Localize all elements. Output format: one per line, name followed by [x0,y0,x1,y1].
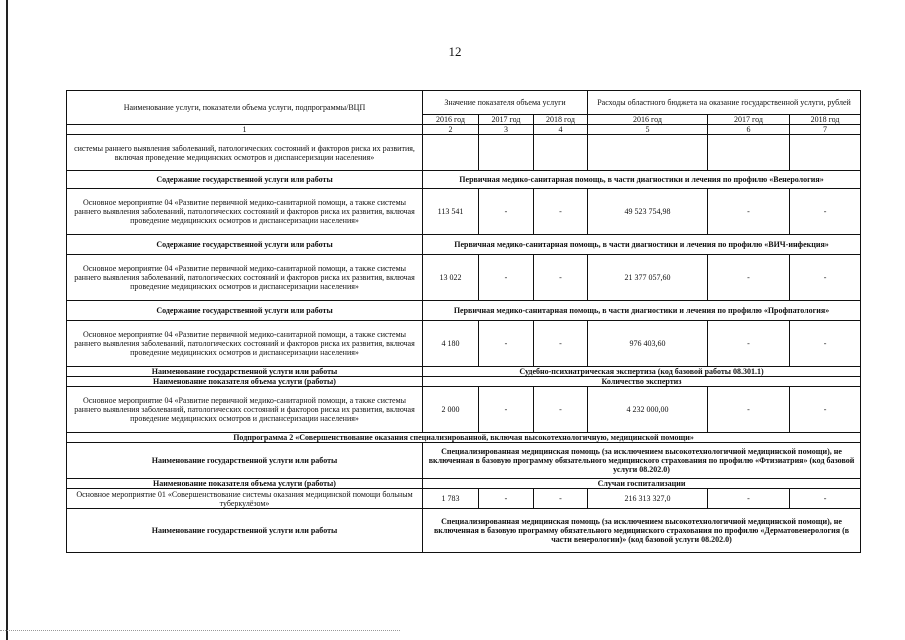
empty-cell [479,135,534,171]
volume-2017: - [479,489,534,509]
section-value: Количество экспертиз [423,377,861,387]
page-left-border [6,0,8,640]
volume-2016: 113 541 [423,189,479,235]
row-description: системы раннего выявления заболеваний, патологических состояний и факторов риска их развития, включая проведение медицинских осмотров и диспансеризации населения» [67,135,423,171]
volume-2018: - [534,387,588,433]
budget-2018: - [790,255,861,301]
volume-2018: - [534,189,588,235]
volume-2018: - [534,321,588,367]
table-row [67,321,861,367]
col-number: 6 [708,125,790,135]
budget-2016: 49 523 754,98 [588,189,708,235]
volume-2017: - [479,189,534,235]
volume-2016: 13 022 [423,255,479,301]
section-value: Специализированная медицинская помощь (за исключением высокотехнологичной медицинской помощи), не включенная в базовую программу обязательного медицинского страхования по профилю «Фтизиатрия» (код базовой услуги 08.202.0) [423,443,861,479]
volume-2017: - [479,387,534,433]
table-row [67,255,861,301]
row-description: Основное мероприятие 04 «Развитие первичной медико-санитарной помощи, а также системы раннего выявления заболеваний, патологических состояний и факторов риска их развития, включая проведение медицинских осмотров и диспансеризации населения» [67,387,423,433]
col-number: 1 [67,125,423,135]
section-value: Первичная медико-санитарная помощь, в части диагностики и лечения по профилю «Профпатология» [423,301,861,321]
header-year: 2018 год [790,115,861,125]
section-value: Судебно-психиатрическая экспертиза (код базовой работы 08.301.1) [423,367,861,377]
budget-2016: 4 232 000,00 [588,387,708,433]
table-row [67,171,861,189]
header-name: Наименование услуги, показатели объема услуги, подпрограммы/ВЦП [67,91,423,125]
table-row [67,479,861,489]
section-label: Содержание государственной услуги или работы [67,235,423,255]
budget-2017: - [708,189,790,235]
section-label: Наименование показателя объема услуги (работы) [67,377,423,387]
header-year: 2016 год [588,115,708,125]
table-row [67,509,861,553]
table-row [67,377,861,387]
header-year: 2018 год [534,115,588,125]
budget-2017: - [708,489,790,509]
section-value: Первичная медико-санитарная помощь, в части диагностики и лечения по профилю «ВИЧ-инфекция» [423,235,861,255]
empty-cell [790,135,861,171]
volume-2018: - [534,489,588,509]
col-number: 3 [479,125,534,135]
header-year: 2017 год [479,115,534,125]
table-row [67,367,861,377]
volume-2017: - [479,321,534,367]
budget-2017: - [708,255,790,301]
table-row [67,189,861,235]
empty-cell [708,135,790,171]
empty-cell [423,135,479,171]
section-label: Наименование государственной услуги или работы [67,367,423,377]
section-value: Первичная медико-санитарная помощь, в части диагностики и лечения по профилю «Венерология» [423,171,861,189]
table-row [67,443,861,479]
page-number: 12 [448,44,462,59]
table-row [67,387,861,433]
header-volume: Значение показателя объема услуги [423,91,588,115]
section-label: Содержание государственной услуги или работы [67,171,423,189]
row-description: Основное мероприятие 01 «Совершенствование системы оказания медицинской помощи больным туберкулёзом» [67,489,423,509]
budget-2018: - [790,387,861,433]
budget-2016: 21 377 057,60 [588,255,708,301]
col-number: 4 [534,125,588,135]
col-number: 5 [588,125,708,135]
section-label: Содержание государственной услуги или работы [67,301,423,321]
section-label: Наименование государственной услуги или работы [67,509,423,553]
row-description: Основное мероприятие 04 «Развитие первичной медико-санитарной помощи, а также системы раннего выявления заболеваний, патологических состояний и факторов риска их развития, включая проведение медицинских осмотров и диспансеризации населения» [67,189,423,235]
volume-2016: 4 180 [423,321,479,367]
section-label: Наименование показателя объема услуги (работы) [67,479,423,489]
scan-artifact [0,630,400,633]
section-label: Наименование государственной услуги или работы [67,443,423,479]
col-number: 7 [790,125,861,135]
row-description: Основное мероприятие 04 «Развитие первичной медико-санитарной помощи, а также системы раннего выявления заболеваний, патологических состояний и факторов риска их развития, включая проведение медицинских осмотров и диспансеризации населения» [67,255,423,301]
section-value: Случаи госпитализации [423,479,861,489]
budget-2017: - [708,321,790,367]
budget-2018: - [790,321,861,367]
header-budget: Расходы областного бюджета на оказание государственной услуги, рублей [588,91,861,115]
table-row [67,301,861,321]
budget-2016: 216 313 327,0 [588,489,708,509]
table-row [67,235,861,255]
budget-table [66,90,861,553]
row-description: Основное мероприятие 04 «Развитие первичной медико-санитарной помощи, а также системы раннего выявления заболеваний, патологических состояний и факторов риска их развития, включая проведение медицинских осмотров и диспансеризации населения» [67,321,423,367]
volume-2016: 1 783 [423,489,479,509]
volume-2018: - [534,255,588,301]
budget-2017: - [708,387,790,433]
section-value: Специализированная медицинская помощь (за исключением высокотехнологичной медицинской помощи), не включенная в базовую программу обязательного медицинского страхования по профилю «Дерматовенерология (в части венерологии)» (код базовой услуги 08.202.0) [423,509,861,553]
header-year: 2017 год [708,115,790,125]
table-row [67,135,861,171]
empty-cell [534,135,588,171]
table-row [67,433,861,443]
budget-2016: 976 403,60 [588,321,708,367]
col-number: 2 [423,125,479,135]
budget-2018: - [790,489,861,509]
header-year: 2016 год [423,115,479,125]
table-row [67,489,861,509]
empty-cell [588,135,708,171]
volume-2017: - [479,255,534,301]
volume-2016: 2 000 [423,387,479,433]
budget-2018: - [790,189,861,235]
subprogram-title: Подпрограмма 2 «Совершенствование оказания специализированной, включая высокотехнологичную, медицинской помощи» [67,433,861,443]
